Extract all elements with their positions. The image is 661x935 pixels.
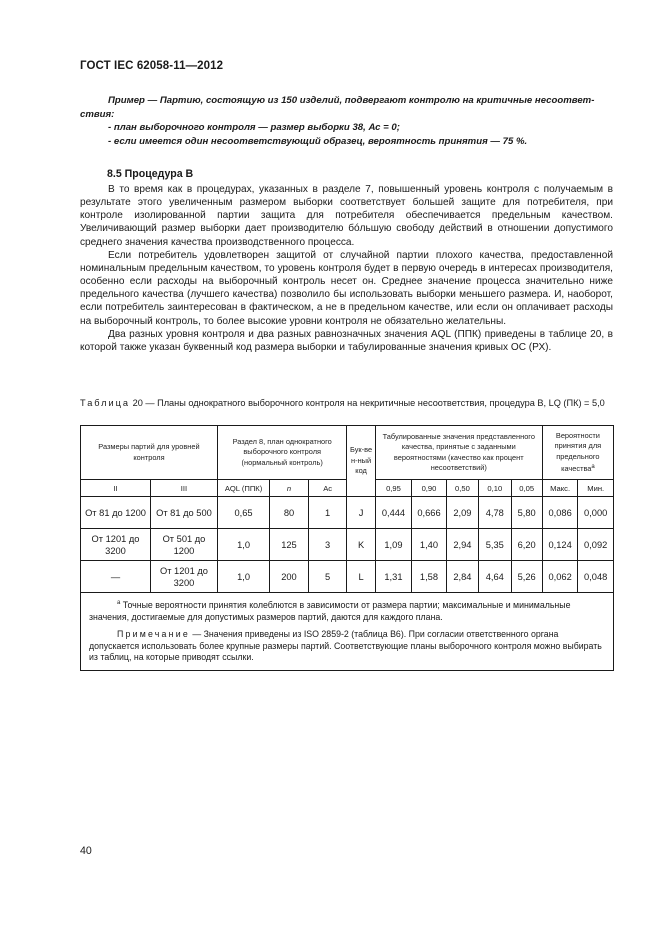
cell-p010: 4,64 (479, 561, 511, 593)
caption-text: 20 — Планы однократного выборочного контроля на некритичные несоответствия, процедура B, LQ (ПК) = 5,0 (130, 398, 605, 408)
subheader-n: n (270, 480, 309, 497)
cell-p050: 2,94 (446, 529, 478, 561)
subheader-aql: AQL (ППК) (217, 480, 269, 497)
note-text: — Значения приведены из ISO 2859-2 (таблица B6). При согласии ответственного органа допускается использовать более крупные размеры партий. Соответствующие планы выборочного контроля можно выбирать из таблиц, на которые приводят ссылки. (89, 629, 602, 663)
header-tabulated-values: Табулированные значения представленного качества, принятые с заданными вероятностями (качество как процент несоответствий) (375, 426, 542, 480)
page-number: 40 (80, 845, 92, 857)
footnote-mark: a (591, 464, 595, 470)
subheader-ac: Ac (308, 480, 347, 497)
table-notes (81, 593, 614, 671)
cell-lot-ii: От 81 до 1200 (81, 497, 151, 529)
cell-min: 0,048 (578, 561, 614, 593)
cell-aql: 0,65 (217, 497, 269, 529)
cell-p090: 1,40 (412, 529, 446, 561)
subheader-max: Макс. (542, 480, 578, 497)
cell-p095: 0,444 (375, 497, 412, 529)
cell-ac: 5 (308, 561, 347, 593)
cell-p090: 1,58 (412, 561, 446, 593)
example-block (80, 94, 610, 148)
table-row (81, 497, 614, 529)
cell-lot-iii: От 81 до 500 (151, 497, 218, 529)
subheader-p095: 0,95 (375, 480, 412, 497)
header-acceptance-probability (542, 426, 613, 480)
table-row (81, 561, 614, 593)
section-title: 8.5 Процедура В (107, 168, 194, 180)
note-label: Примечание (117, 629, 190, 640)
cell-max: 0,062 (542, 561, 578, 593)
paragraph: В то время как в процедурах, указанных в разделе 7, повышенный уровень контроля с получаемым в результате этого увеличенным размером выборки соответствует большей защите для потребителя, при контроле изолированной партии защита для потребителя обеспечивается предельным качеством. Увеличивающий размер выборки дает производителю бóльшую свободу действий в отношении допустимого среднего значения качества производственного процесса. (80, 184, 613, 248)
cell-max: 0,086 (542, 497, 578, 529)
example-line: Пример — Партию, состоящую из 150 изделий, подвергают контролю на критичные несоответ- (108, 95, 595, 106)
cell-p095: 1,31 (375, 561, 412, 593)
cell-p010: 5,35 (479, 529, 511, 561)
cell-code: K (347, 529, 375, 561)
footnote-text: Точные вероятности принятия колеблются в зависимости от размера партии; максимальные и минимальные значения, достигаемые для допустимых размеров партий, даются для каждого плана. (89, 600, 571, 622)
paragraph: Два разных уровня контроля и два разных равнозначных значения AQL (ППК) приведены в таблице 20, в которой также указан буквенный код размера выборки и табулированные значения кривых ОС (РХ). (80, 328, 613, 353)
cell-min: 0,092 (578, 529, 614, 561)
cell-aql: 1,0 (217, 561, 269, 593)
subheader-p090: 0,90 (412, 480, 446, 497)
cell-ac: 1 (308, 497, 347, 529)
header-letter-code-text: Бук-вен-ный код (350, 445, 373, 476)
cell-lot-iii: От 1201 до 3200 (151, 561, 218, 593)
subheader-p005: 0,05 (511, 480, 542, 497)
subheader-min: Мин. (578, 480, 614, 497)
table-row (81, 529, 614, 561)
cell-code: J (347, 497, 375, 529)
example-line: ствия: (80, 108, 115, 120)
cell-p005: 5,80 (511, 497, 542, 529)
footnote-mark: a (117, 600, 121, 606)
subheader-ii: II (81, 480, 151, 497)
table-note (89, 629, 605, 664)
cell-p005: 6,20 (511, 529, 542, 561)
cell-max: 0,124 (542, 529, 578, 561)
cell-p010: 4,78 (479, 497, 511, 529)
sampling-plan-table (80, 425, 614, 671)
cell-n: 80 (270, 497, 309, 529)
subheader-p050: 0,50 (446, 480, 478, 497)
cell-p005: 5,26 (511, 561, 542, 593)
cell-min: 0,000 (578, 497, 614, 529)
cell-code: L (347, 561, 375, 593)
standard-header: ГОСТ IEC 62058-11—2012 (80, 60, 224, 72)
body-text (80, 183, 613, 354)
cell-aql: 1,0 (217, 529, 269, 561)
cell-p050: 2,09 (446, 497, 478, 529)
header-probability-text: Вероятности принятия для предельного качества (554, 430, 602, 473)
paragraph: Если потребитель удовлетворен защитой от случайной партии плохого качества, предоставленной номинальным предельным качеством, то уровень контроля будет в первую очередь в интересах производителя, особенно если расходы на выборочный контроль несет он. Среднее значение процесса значительно ниже предельного качества (лучшего качества) позволило бы использовать выборки меньшего размера. И, наоборот, если потребитель заинтересован в фактическом, а не в предельном качестве, или если он оплачивает расходы на выборочный контроль, то более высокие уровни контроля не обязательно желательны. (80, 249, 613, 327)
cell-n: 200 (270, 561, 309, 593)
header-letter-code (347, 426, 375, 497)
caption-label: Таблица (80, 398, 131, 408)
cell-lot-ii: От 1201 до 3200 (81, 529, 151, 561)
cell-ac: 3 (308, 529, 347, 561)
example-line: - если имеется один несоответствующий образец, вероятность принятия — 75 %. (108, 135, 528, 147)
header-lot-sizes: Размеры партий для уровней контроля (81, 426, 218, 480)
subheader-iii: III (151, 480, 218, 497)
cell-lot-iii: От 501 до 1200 (151, 529, 218, 561)
table-footnote (89, 598, 605, 623)
cell-p095: 1,09 (375, 529, 412, 561)
cell-n: 125 (270, 529, 309, 561)
cell-p050: 2,84 (446, 561, 478, 593)
cell-p090: 0,666 (412, 497, 446, 529)
subheader-p010: 0,10 (479, 480, 511, 497)
example-line: - план выборочного контроля — размер выборки 38, Ас = 0; (108, 122, 400, 134)
cell-lot-ii: — (81, 561, 151, 593)
table-caption (80, 397, 613, 409)
header-section8-plan: Раздел 8, план однократного выборочного контроля (нормальный контроль) (217, 426, 347, 480)
